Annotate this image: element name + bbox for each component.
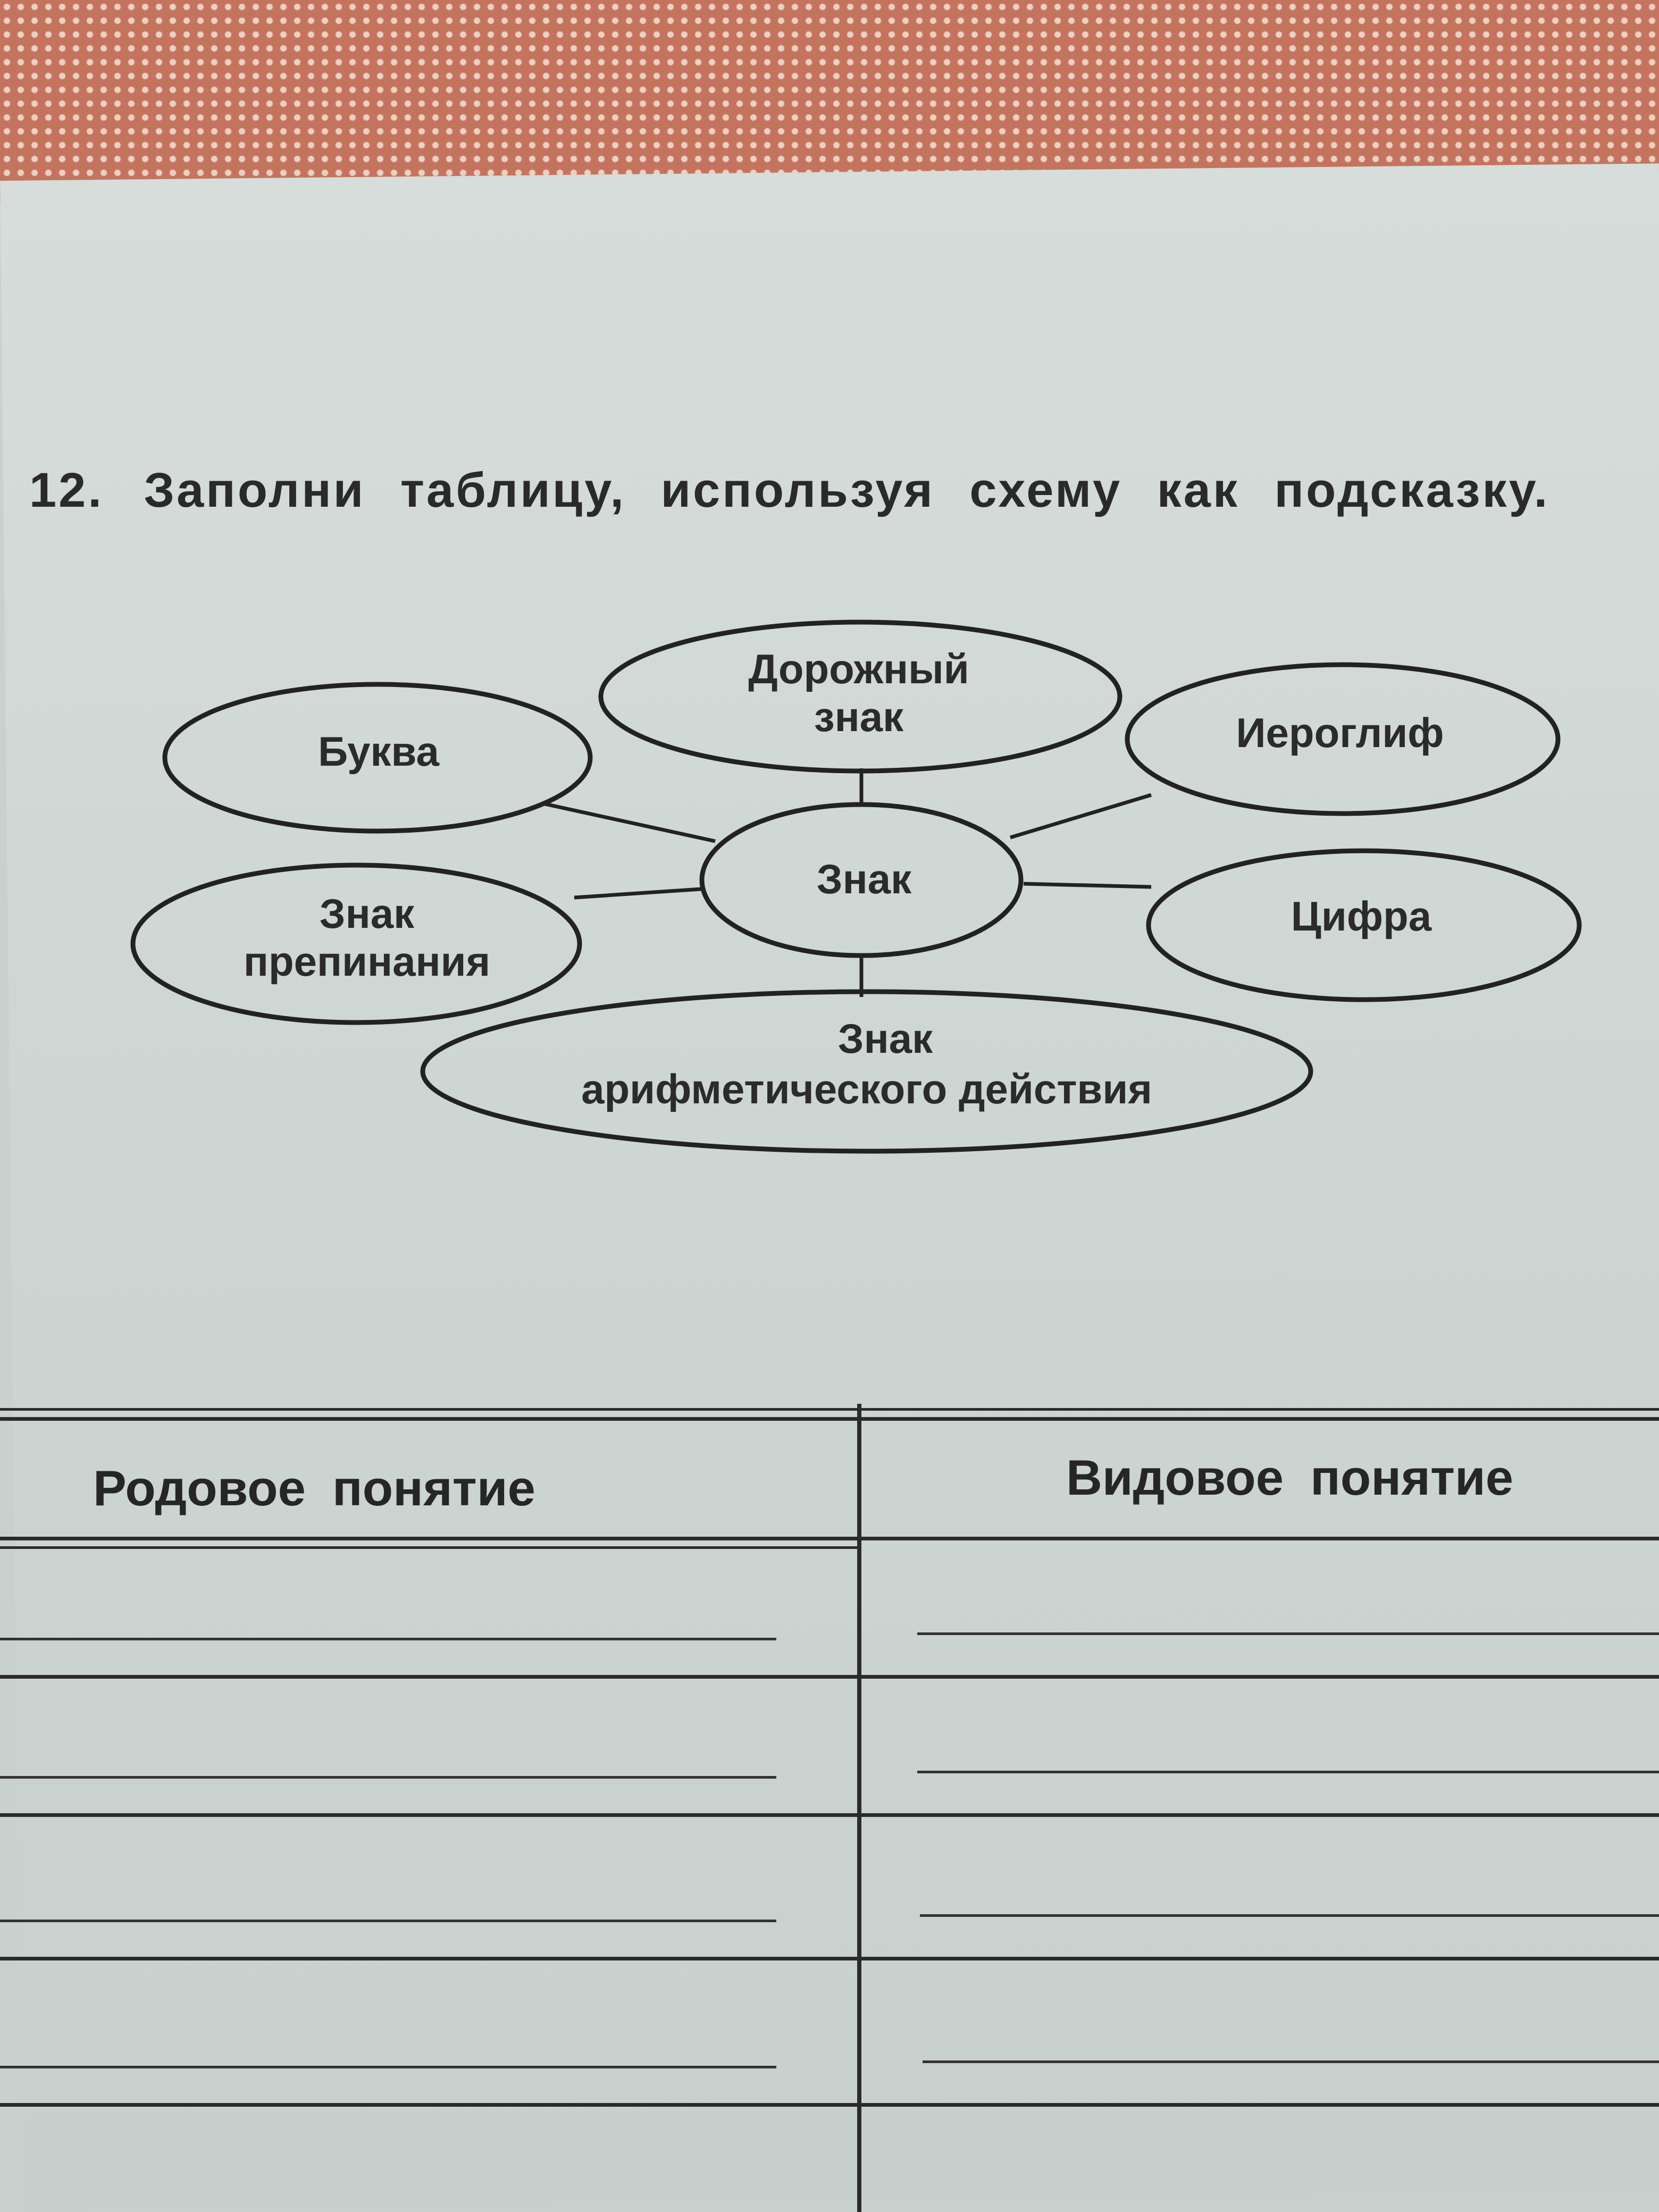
label-punct-line1: Знак bbox=[319, 890, 415, 937]
label-center: Знак bbox=[816, 856, 912, 902]
table-row-rule-2 bbox=[0, 1813, 1659, 1817]
task-number: 12. bbox=[29, 463, 104, 517]
task-text: Заполни таблицу, используя схему как подсказку. bbox=[144, 463, 1550, 517]
label-arith-line2: арифметического действия bbox=[581, 1066, 1152, 1112]
label-cifra: Цифра bbox=[1291, 893, 1432, 940]
answer-line-right-1[interactable] bbox=[917, 1632, 1659, 1635]
answer-line-left-2[interactable] bbox=[0, 1776, 776, 1779]
table-row-rule-1 bbox=[0, 1675, 1659, 1679]
answer-line-right-3[interactable] bbox=[920, 1914, 1659, 1917]
table-header-bottom-rule-double bbox=[0, 1546, 857, 1549]
connector-punct bbox=[574, 889, 701, 898]
table-top-rule bbox=[0, 1408, 1659, 1411]
label-dorozhny-line1: Дорожный bbox=[748, 646, 969, 692]
label-punct-line2: препинания bbox=[243, 938, 491, 985]
table-column-divider bbox=[857, 1404, 861, 2212]
connector-cifra bbox=[1024, 884, 1151, 887]
table-row-rule-3 bbox=[0, 1957, 1659, 1960]
answer-line-left-3[interactable] bbox=[0, 1920, 776, 1922]
connector-bukva bbox=[545, 804, 715, 841]
column-header-generic: Родовое понятие bbox=[93, 1460, 535, 1516]
table-header-bottom-rule bbox=[0, 1537, 1659, 1540]
connector-ieroglif bbox=[1010, 795, 1151, 837]
label-dorozhny-line2: знак bbox=[814, 693, 904, 740]
answer-line-right-4[interactable] bbox=[923, 2060, 1659, 2063]
label-arith-line1: Знак bbox=[837, 1015, 933, 1062]
answer-line-right-2[interactable] bbox=[917, 1771, 1659, 1773]
column-header-specific: Видовое понятие bbox=[1066, 1449, 1514, 1505]
answer-line-left-1[interactable] bbox=[0, 1638, 776, 1640]
answer-line-left-4[interactable] bbox=[0, 2066, 776, 2068]
table-top-rule-double bbox=[0, 1417, 1659, 1421]
table-row-rule-4 bbox=[0, 2103, 1659, 2107]
label-bukva: Буква bbox=[318, 728, 439, 775]
label-ieroglif: Иероглиф bbox=[1236, 709, 1444, 756]
